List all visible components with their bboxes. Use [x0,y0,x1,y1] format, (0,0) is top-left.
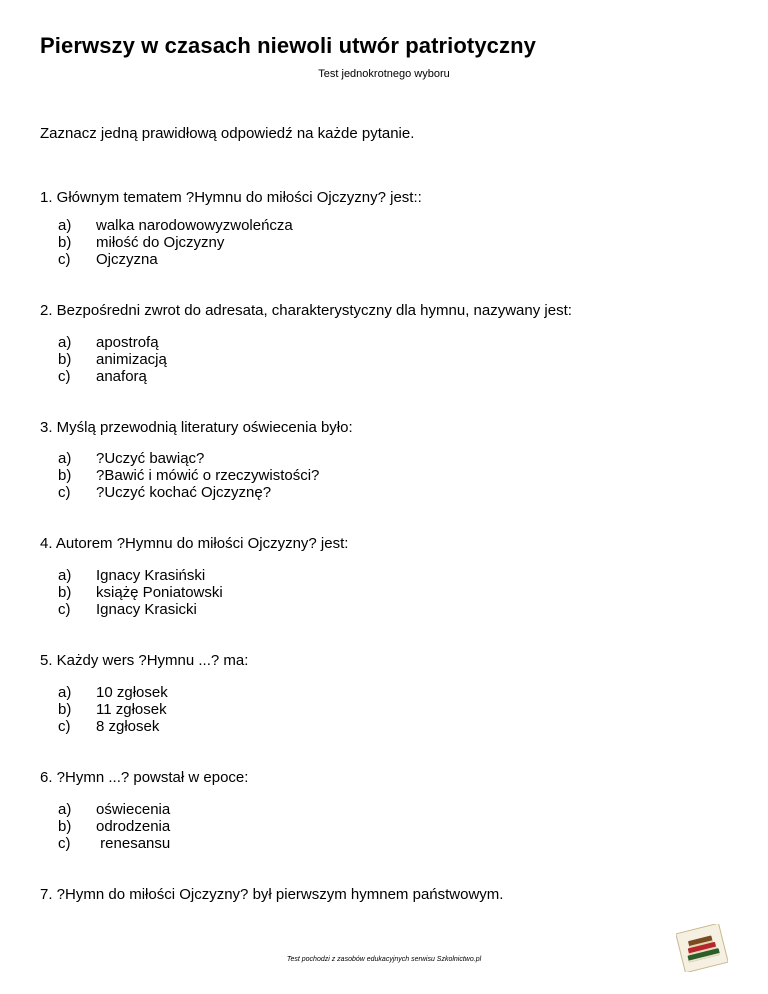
answers-4 [58,567,223,618]
question-5: 5. Każdy wers ?Hymnu ...? ma: [40,652,249,669]
answer-3c[interactable]: c) ?Uczyć kochać Ojczyznę? [58,484,272,501]
books-stack-icon [676,924,728,972]
answer-2b[interactable]: b) animizacją [58,351,167,368]
answer-1b[interactable]: b) miłość do Ojczyzny [58,234,225,251]
answer-6b[interactable]: b) odrodzenia [58,818,171,835]
question-7: 7. ?Hymn do miłości Ojczyzny? był pierwszym hymnem państwowym. [40,886,504,903]
question-4: 4. Autorem ?Hymnu do miłości Ojczyzny? jest: [40,535,349,552]
answers-6 [58,801,170,852]
answer-5a[interactable]: a) 10 zgłosek [58,684,168,701]
question-3: 3. Myślą przewodnią literatury oświecenia było: [40,419,353,436]
answers-3 [58,450,319,501]
page-title: Pierwszy w czasach niewoli utwór patriotyczny [40,33,536,58]
answer-6c[interactable]: c) renesansu [58,835,171,852]
answer-5c[interactable]: c) 8 zgłosek [58,718,160,735]
answer-1a[interactable]: a) walka narodowowyzwoleńcza [58,217,293,234]
instruction-text: Zaznacz jedną prawidłową odpowiedź na każde pytanie. [40,125,415,142]
question-2: 2. Bezpośredni zwrot do adresata, charakterystyczny dla hymnu, nazywany jest: [40,302,572,319]
answer-2a[interactable]: a) apostrofą [58,334,159,351]
answer-6a[interactable]: a) oświecenia [58,801,171,818]
question-1: 1. Głównym tematem ?Hymnu do miłości Ojczyzny? jest:: [40,189,422,206]
answers-2 [58,334,167,385]
answers-1 [58,217,293,268]
answer-4b[interactable]: b) książę Poniatowski [58,584,223,601]
answer-4c[interactable]: c) Ignacy Krasicki [58,601,197,618]
answer-4a[interactable]: a) Ignacy Krasiński [58,567,206,584]
answer-1c[interactable]: c) Ojczyzna [58,251,158,268]
answer-3a[interactable]: a) ?Uczyć bawiąc? [58,450,205,467]
answers-5 [58,684,168,735]
answer-3b[interactable]: b) ?Bawić i mówić o rzeczywistości? [58,467,320,484]
answer-5b[interactable]: b) 11 zgłosek [58,701,167,718]
footer-source-note: Test pochodzi z zasobów edukacyjnych serwisu Szkolnictwo.pl [286,956,482,963]
answer-2c[interactable]: c) anaforą [58,368,147,385]
question-6: 6. ?Hymn ...? powstał w epoce: [40,769,249,786]
page-subtitle: Test jednokrotnego wyboru [318,68,450,80]
